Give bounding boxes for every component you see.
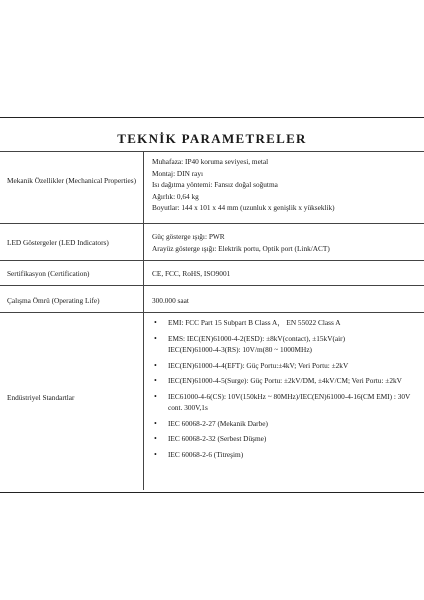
row-value-certification [152, 268, 420, 280]
list-item: • IEC 60068-2-6 (Titreşim) [152, 449, 420, 461]
list-item: • IEC(EN)61000-4-5(Surge): Güç Portu: ±2kV/DM, ±4kV/CM; Veri Portu: ±2kV [152, 375, 420, 387]
row-label-mechanical: Mekanik Özellikler (Mechanical Properties) [7, 176, 137, 185]
row-label-led: LED Göstergeler (LED Indicators) [7, 238, 109, 247]
certification-line: CE, FCC, RoHS, ISO9001 [152, 269, 231, 278]
row-divider [0, 285, 424, 286]
mechanical-line: Muhafaza: IP40 koruma seviyesi, metal [152, 157, 269, 166]
row-label-operating-life: Çalışma Ömrü (Operating Life) [7, 296, 100, 305]
mechanical-line: Montaj: DIN rayı [152, 168, 204, 178]
mechanical-line: Boyutlar: 144 x 101 x 44 mm (uzunluk x genişlik x yükseklik) [152, 203, 335, 212]
row-divider [0, 260, 424, 261]
operating-life-line: 300.000 saat [152, 296, 189, 305]
title-divider [0, 151, 424, 152]
list-item: • IEC 60068-2-32 (Serbest Düşme) [152, 433, 420, 445]
row-label-certification: Sertifikasyon (Certification) [7, 269, 90, 278]
led-line: Arayüz gösterge ışığı: Elektrik portu, Optik port (Link/ACT) [152, 243, 330, 253]
led-line: Güç gösterge ışığı: PWR [152, 232, 225, 241]
list-item: • EMI: FCC Part 15 Subpart B Class A， EN 55022 Class A [152, 317, 420, 329]
row-label-standards: Endüstriyel Standartlar [7, 393, 75, 402]
row-divider [0, 223, 424, 224]
mechanical-line: Ağırlık: 0,64 kg [152, 191, 199, 201]
list-item: • IEC61000-4-6(CS): 10V(150kHz ~ 80MHz)/IEC(EN)61000-4-16(CM EMI) : 30V cont. 300V,1s [152, 391, 420, 414]
row-value-operating-life [152, 295, 420, 307]
list-item: • IEC 60068-2-27 (Mekanik Darbe) [152, 418, 420, 430]
row-value-led [152, 231, 420, 254]
row-divider [0, 312, 424, 313]
mechanical-line: Isı dağıtma yöntemi: Fansız doğal soğutma [152, 180, 278, 189]
spec-table [0, 117, 424, 493]
table-title: TEKNİK PARAMETRELER [117, 131, 307, 146]
list-item: • IEC(EN)61000-4-4(EFT): Güç Portu:±4kV; Veri Portu: ±2kV [152, 360, 420, 372]
column-divider [143, 151, 144, 490]
row-value-mechanical [152, 156, 420, 214]
list-item: • EMS: IEC(EN)61000-4-2(ESD): ±8kV(contact), ±15kV(air) IEC(EN)61000-4-3(RS): 10V/m(80 ~ 1000MHz) [152, 333, 420, 356]
standards-list [152, 317, 420, 464]
